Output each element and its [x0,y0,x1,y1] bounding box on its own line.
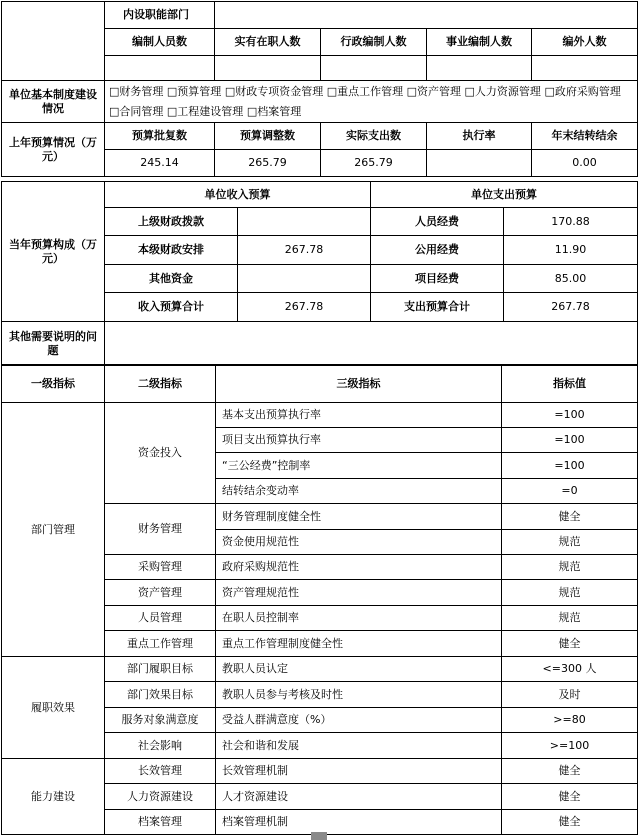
option-finance: □财务管理 [109,84,164,98]
level3-cell: 受益人群满意度（%） [216,708,502,733]
level3-cell: 政府采购规范性 [216,555,502,580]
income-value [238,265,371,293]
level2-cell: 服务对象满意度 [105,708,216,733]
staffing-value-cell [105,56,215,81]
option-assets: □资产管理 [406,84,462,98]
level2-cell: 财务管理 [105,504,216,555]
indicator-value: >=80 [502,708,638,733]
dept-value [215,2,638,29]
level3-cell: 在职人员控制率 [216,606,502,631]
income-total-label: 收入预算合计 [105,293,238,322]
level2-cell: 部门履职目标 [105,657,216,682]
level2-cell: 人力资源建设 [105,784,216,810]
income-label: 本级财政安排 [105,236,238,265]
last-year-value: 265.79 [215,150,321,177]
staffing-value-cell [321,56,427,81]
last-year-header: 年末结转结余 [532,123,638,150]
indicator-header: 二级指标 [105,365,216,403]
level2-cell: 部门效果目标 [105,682,216,708]
indicator-row [2,403,638,428]
last-year-value: 245.14 [105,150,215,177]
scroll-handle[interactable] [311,832,327,840]
expense-label: 项目经费 [371,265,504,293]
expense-label: 人员经费 [371,208,504,236]
income-total-value: 267.78 [238,293,371,322]
level2-cell: 重点工作管理 [105,631,216,657]
last-year-header: 预算批复数 [105,123,215,150]
level3-cell: 教职人员参与考核及时性 [216,682,502,708]
basic-system-label: 单位基本制度建设情况 [2,81,105,123]
level2-cell: 社会影响 [105,733,216,759]
indicator-value: 规范 [502,555,638,580]
staffing-blank-cell [2,2,105,81]
level2-cell: 采购管理 [105,555,216,580]
income-value: 267.78 [238,236,371,265]
indicator-value: 健全 [502,631,638,657]
other-notes-value [105,322,638,366]
expense-label: 公用经费 [371,236,504,265]
option-special-fund: □财政专项资金管理 [224,84,324,98]
option-procurement: □政府采购管理 [544,84,621,98]
basic-system-row [2,81,638,123]
income-label: 其他资金 [105,265,238,293]
option-construction: □工程建设管理 [166,104,244,118]
level3-cell: 档案管理机制 [216,810,502,835]
level3-cell: 人才资源建设 [216,784,502,810]
current-budget-label: 当年预算构成（万元） [2,182,105,322]
last-year-value: 265.79 [321,150,427,177]
staffing-col-header: 编外人数 [532,29,638,56]
staffing-col-header: 编制人员数 [105,29,215,56]
income-header: 单位收入预算 [105,182,371,208]
last-year-header-row [2,123,638,150]
indicator-row [2,759,638,784]
staffing-dept-row [2,2,638,29]
indicator-value: =100 [502,453,638,479]
indicator-header: 三级指标 [216,365,502,403]
indicator-value: =0 [502,479,638,504]
option-hr: □人力资源管理 [464,84,541,98]
level2-cell: 人员管理 [105,606,216,631]
staffing-value-cell [427,56,532,81]
current-budget-table [1,181,638,366]
indicator-header: 指标值 [502,365,638,403]
level1-cell: 能力建设 [2,759,105,835]
staffing-value-cell [215,56,321,81]
expense-header: 单位支出预算 [371,182,638,208]
level2-cell: 资产管理 [105,580,216,606]
staffing-col-header: 事业编制人数 [427,29,532,56]
indicator-value: 规范 [502,530,638,555]
indicator-value: 及时 [502,682,638,708]
indicator-value: 规范 [502,606,638,631]
indicator-value: =100 [502,428,638,453]
staffing-value-cell [532,56,638,81]
indicator-value: 健全 [502,504,638,530]
basic-system-options [105,81,638,123]
level2-cell: 档案管理 [105,810,216,835]
other-notes-row [2,322,638,366]
last-year-header: 执行率 [427,123,532,150]
last-year-header: 实际支出数 [321,123,427,150]
income-label: 上级财政拨款 [105,208,238,236]
option-budget: □预算管理 [166,84,222,98]
indicator-value: 规范 [502,580,638,606]
level3-cell: 基本支出预算执行率 [216,403,502,428]
indicator-value: =100 [502,403,638,428]
level3-cell: 结转结余变动率 [216,479,502,504]
indicator-value: 健全 [502,759,638,784]
level3-cell: 长效管理机制 [216,759,502,784]
level3-cell: 财务管理制度健全性 [216,504,502,530]
level3-cell: 社会和谐和发展 [216,733,502,759]
last-year-header: 预算调整数 [215,123,321,150]
indicator-value: <=300 人 [502,657,638,682]
staffing-col-header: 行政编制人数 [321,29,427,56]
indicator-table [1,364,638,835]
level3-cell: 资产管理规范性 [216,580,502,606]
level3-cell: 资金使用规范性 [216,530,502,555]
level3-cell: 重点工作管理制度健全性 [216,631,502,657]
last-year-value: 0.00 [532,150,638,177]
budget-info-table [1,1,638,177]
level1-cell: 履职效果 [2,657,105,759]
expense-value: 85.00 [504,265,638,293]
expense-value: 170.88 [504,208,638,236]
level3-cell: 项目支出预算执行率 [216,428,502,453]
other-notes-label: 其他需要说明的问题 [2,322,105,366]
level1-cell: 部门管理 [2,403,105,657]
indicator-value: 健全 [502,784,638,810]
level2-cell: 长效管理 [105,759,216,784]
expense-total-label: 支出预算合计 [371,293,504,322]
expense-total-value: 267.78 [504,293,638,322]
indicator-header: 一级指标 [2,365,105,403]
option-key-work: □重点工作管理 [326,84,404,98]
indicator-value: >=100 [502,733,638,759]
dept-label: 内设职能部门 [105,2,215,29]
current-budget-header-row [2,182,638,208]
expense-value: 11.90 [504,236,638,265]
level2-cell: 资金投入 [105,403,216,504]
level3-cell: “三公经费”控制率 [216,453,502,479]
last-year-value [427,150,532,177]
level3-cell: 教职人员认定 [216,657,502,682]
staffing-col-header: 实有在职人数 [215,29,321,56]
indicator-value: 健全 [502,810,638,835]
indicator-row [2,657,638,682]
option-archives: □档案管理 [246,104,302,118]
option-contract: □合同管理 [109,104,164,118]
income-value [238,208,371,236]
last-year-label: 上年预算情况（万元） [2,123,105,177]
indicator-header-row [2,365,638,403]
